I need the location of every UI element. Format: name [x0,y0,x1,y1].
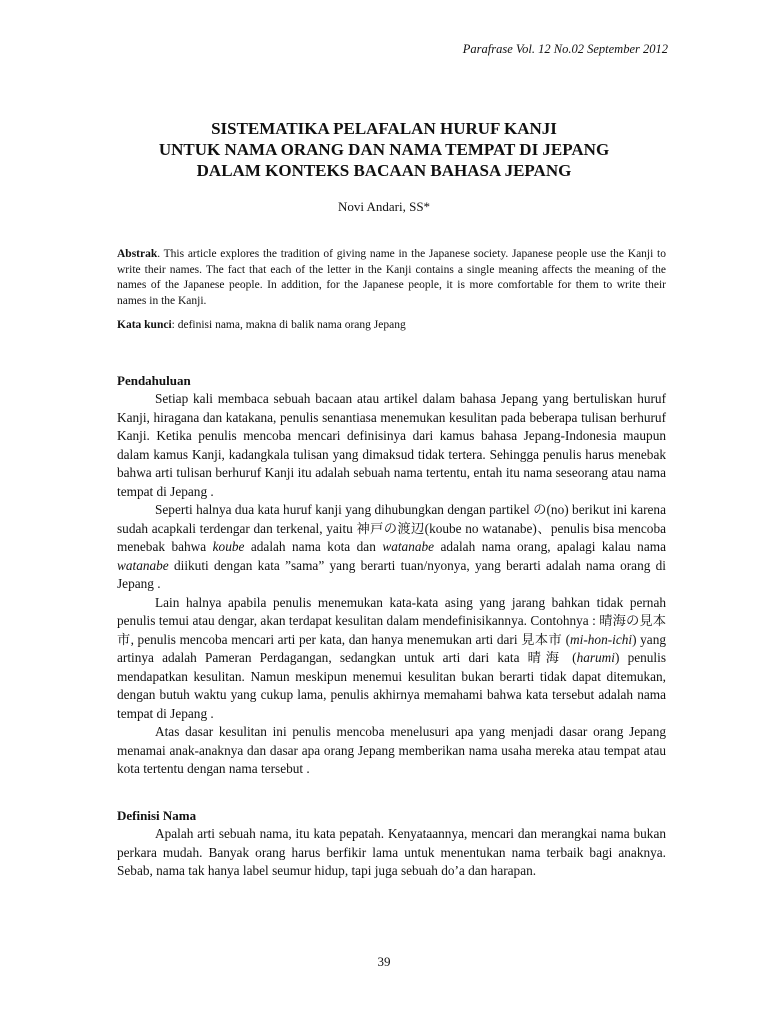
title-line-2: UNTUK NAMA ORANG DAN NAMA TEMPAT DI JEPANG [158,140,610,159]
abstract [117,247,666,309]
paragraph: Apalah arti sebuah nama, itu kata pepatah. Kenyataannya, mencari dan merangkai nama bukan perkara mudah. Banyak orang harus berfikir lama untuk menentukan nama terbaik bagi anaknya. Sebab, nama tak hanya label seumur hidup, tapi juga sebuah do’a dan harapan. [117,826,666,878]
keywords-label: Kata kunci [117,319,172,331]
title-line-3: DALAM KONTEKS BACAAN BAHASA JEPANG [196,161,572,180]
paragraph: Atas dasar kesulitan ini penulis mencoba menelusuri apa yang menjadi dasar orang Jepang menamai anak-anaknya dan dasar apa orang Jepang memberikan nama usaha mereka atau tempat atau kota tertentu dengan nama tersebut . [117,724,666,776]
abstract-label: Abstrak [117,248,158,260]
paragraph: Setiap kali membaca sebuah bacaan atau artikel dalam bahasa Jepang yang bertuliskan huruf Kanji, hiragana dan katakana, penulis senantiasa menemukan kesulitan pada beberapa tulisan berhuruf Kanji. Ketika penulis mencoba mencari definisinya dari kamus bahasa Jepang-Indonesia maupun dalam kamus Kanji, kadangkala tulisan yang dimaksud tidak tertera. Sehingga penulis harus menebak bahwa arti tulisan berhuruf Kanji itu adalah sebuah nama tertentu, entah itu nama seseorang atau nama tempat di Jepang . [117,391,666,499]
section-pendahuluan-body [117,390,666,779]
section-definisi-body [117,825,666,881]
section-heading-definisi-nama: Definisi Nama [117,808,197,823]
keywords-text: : definisi nama, makna di balik nama orang Jepang [171,319,406,331]
section-heading-pendahuluan: Pendahuluan [117,373,191,388]
title-line-1: SISTEMATIKA PELAFALAN HURUF KANJI [211,119,557,138]
keywords [117,318,666,334]
running-head: Parafrase Vol. 12 No.02 September 2012 [462,42,668,56]
paragraph: Seperti halnya dua kata huruf kanji yang dihubungkan dengan partikel の(no) berikut ini karena sudah acapkali terdengar dan terkenal, yaitu 神戸の渡辺(koube no watanabe)、penulis bisa mencoba menebak bahwa koube adalah nama kota dan watanabe adalah nama orang, apalagi kalau nama watanabe diikuti dengan kata ”sama” yang berarti tuan/nyonya, yang berarti adalah nama orang di Jepang . [117,502,666,591]
abstract-text: . This article explores the tradition of giving name in the Japanese society. Japanese people use the Kanji to write their names. The fact that each of the letter in the Kanji contains a single meaning affects the meaning of the names of the Japanese people. In addition, for the Japanese people, it is more comfortable for them to write their names in the Kanji. [117,248,666,307]
page-number: 39 [377,954,391,969]
paragraph: Lain halnya apabila penulis menemukan kata-kata asing yang jarang bahkan tidak pernah penulis temui atau dengar, akan terdapat kesulitan dalam mendefinisikannya. Contohnya : 晴海の見本市, penulis mencoba mencari arti per kata, dan hanya menemukan arti dari 見本市 (mi-hon-ichi) yang artinya adalah Pameran Perdagangan, sedangkan untuk arti dari kata 晴海 (harumi) penulis mendapatkan kesulitan. Namun meskipun menemui kesulitan bukan berarti tidak dapat ditemukan, dengan butuh waktu yang cukup lama, penulis akhirnya memahami bahwa kata tersebut adalah nama tempat di Jepang . [117,594,666,721]
paper-title [0,118,768,181]
author: Novi Andari, SS* [337,199,431,214]
